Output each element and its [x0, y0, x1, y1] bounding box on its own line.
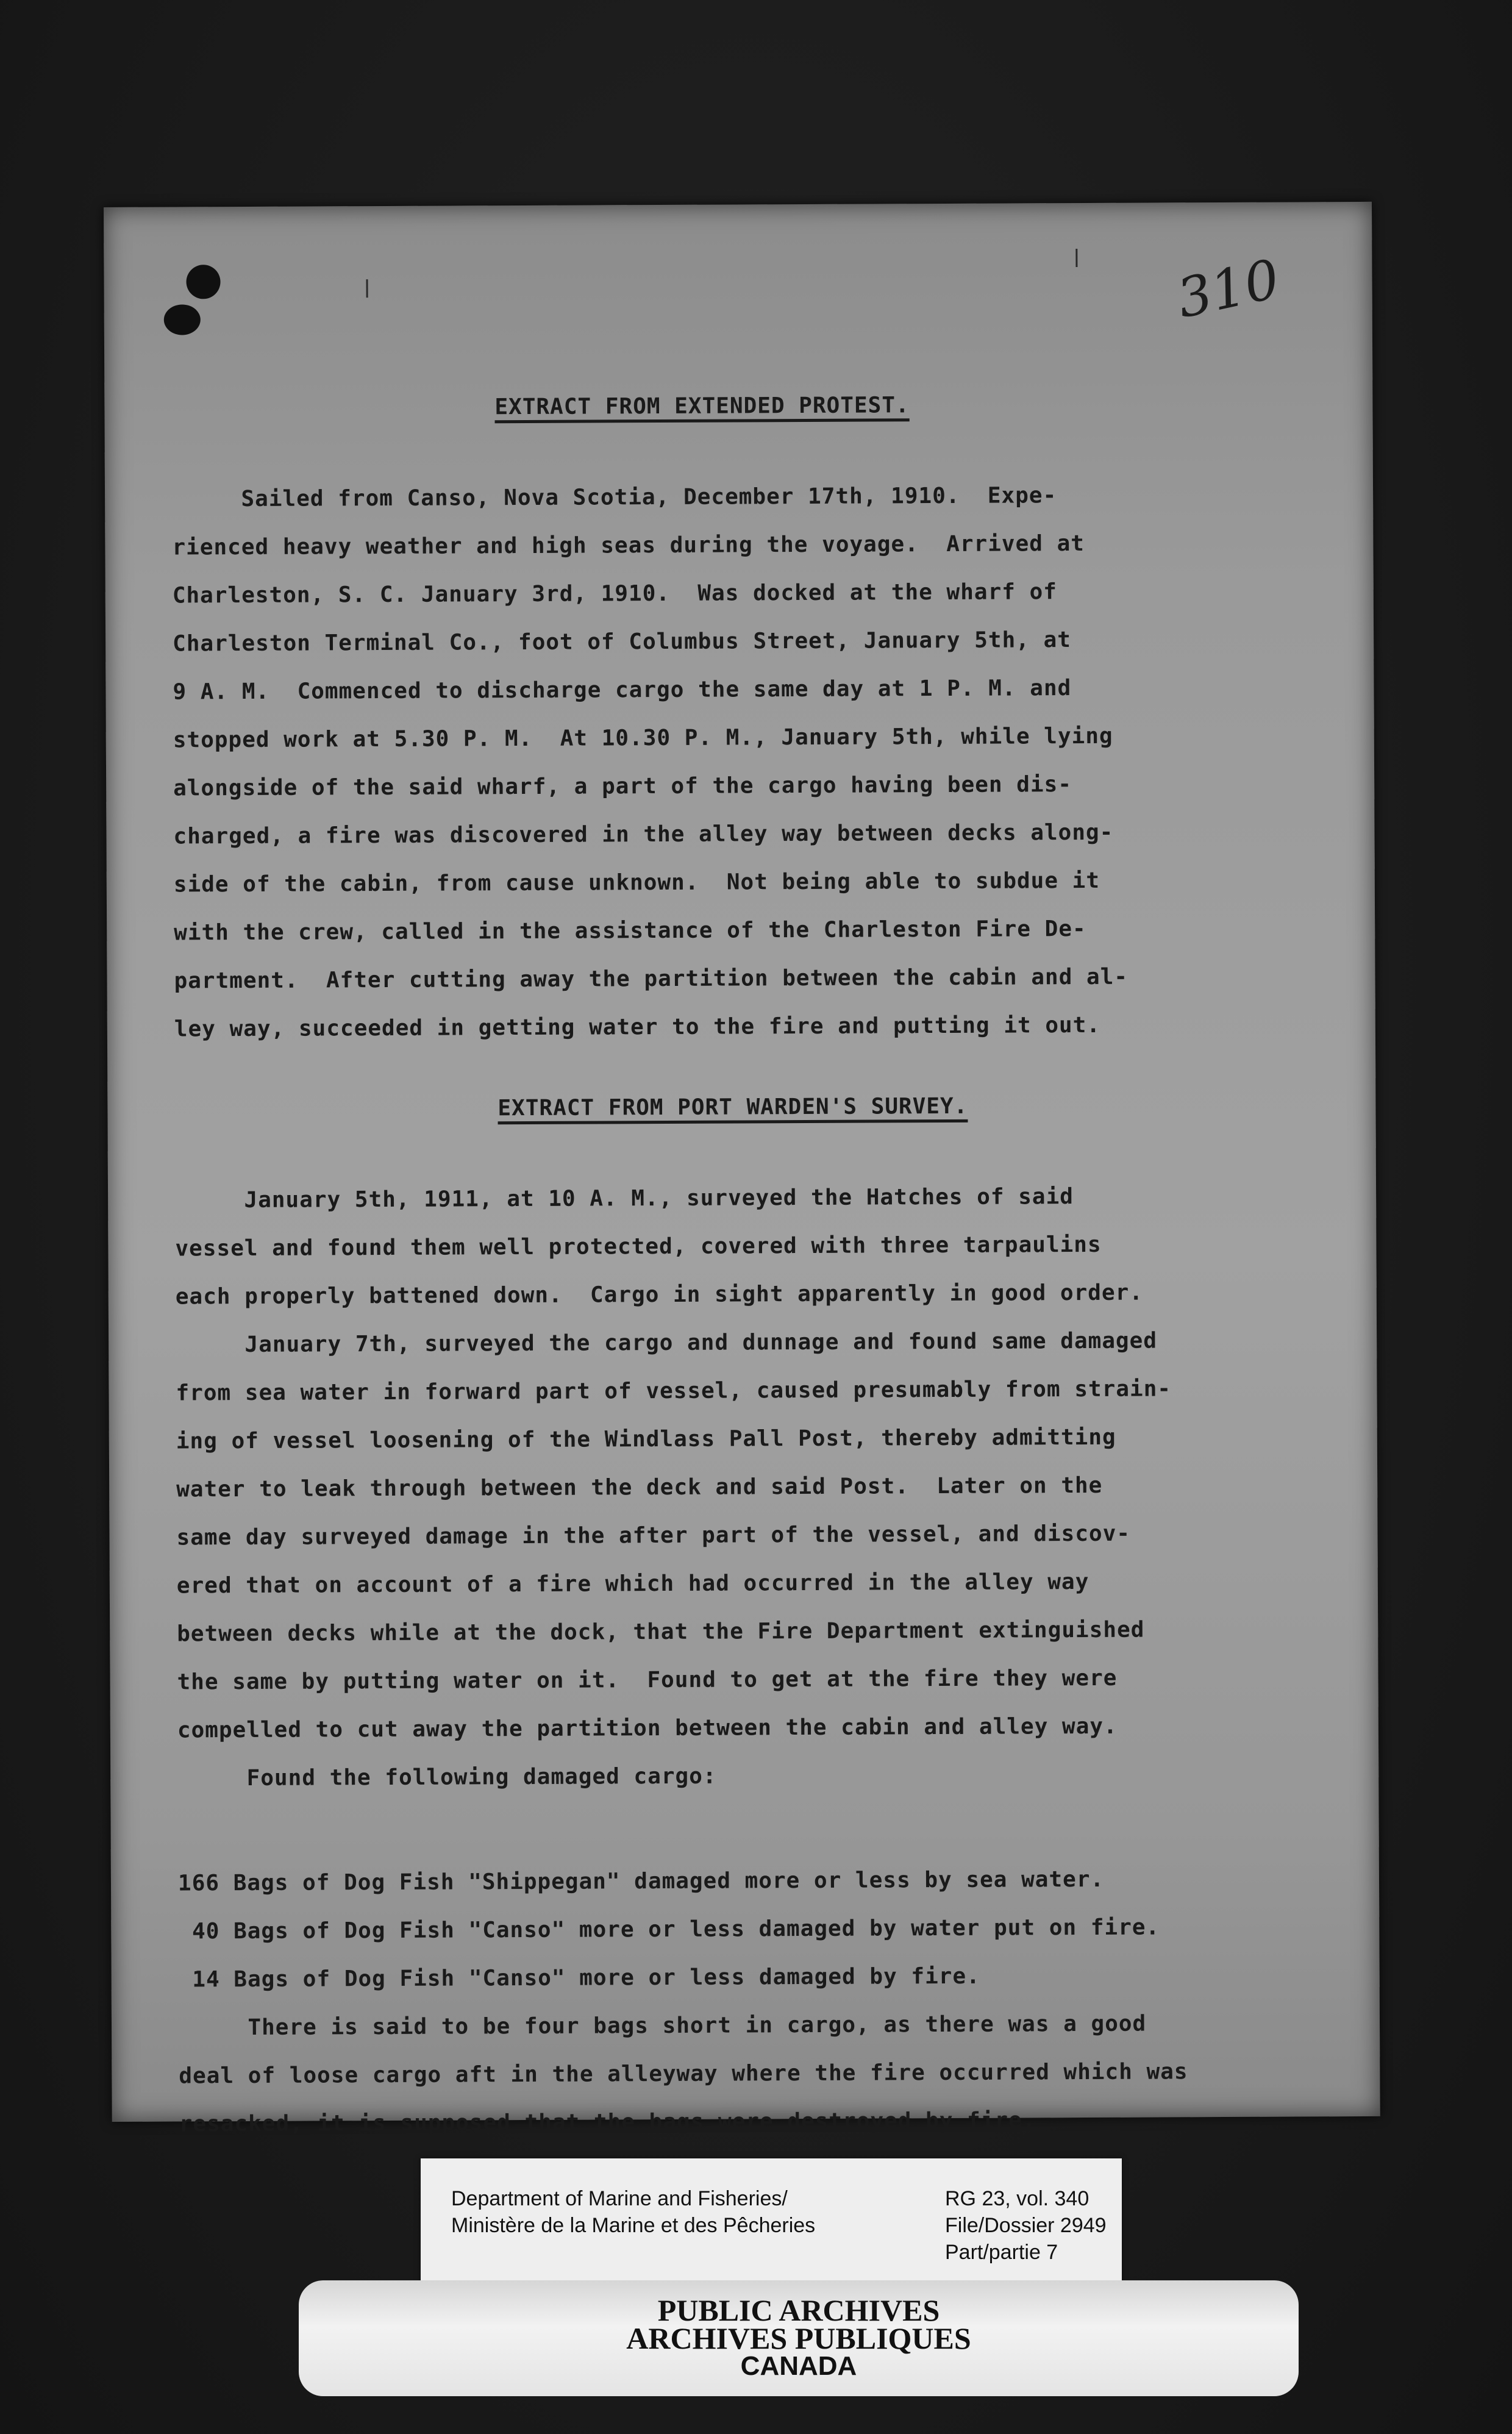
- archive-label: [421, 2158, 1122, 2286]
- survey-heading: EXTRACT FROM PORT WARDEN'S SURVEY.: [497, 1093, 968, 1121]
- archive-department: [451, 2185, 815, 2239]
- department-french: Ministère de la Marine et des Pêcheries: [451, 2214, 816, 2237]
- protest-heading: EXTRACT FROM EXTENDED PROTEST.: [494, 393, 910, 420]
- archive-reference: [945, 2185, 1107, 2266]
- survey-paragraph: [175, 1171, 1318, 1802]
- text-line: January 7th, surveyed the cargo and dunnage and found same damaged: [176, 1328, 1158, 1358]
- text-line: January 5th, 1911, at 10 A. M., surveyed the Hatches of said: [175, 1184, 1074, 1213]
- cargo-list: [178, 1854, 1319, 2148]
- text-line: partment. After cutting away the partition between the cabin and al-: [174, 964, 1129, 994]
- text-line: Sailed from Canso, Nova Scotia, December 17th, 1910. Expe-: [172, 483, 1057, 512]
- cargo-line: 166 Bags of Dog Fish "Shippegan" damaged more or less by sea water.: [177, 1866, 1105, 1896]
- text-line: stopped work at 5.30 P. M. At 10.30 P. M., January 5th, while lying: [173, 723, 1113, 753]
- text-line: Charleston, S. C. January 3rd, 1910. Was docked at the wharf of: [172, 579, 1057, 608]
- stamp-line-french: ARCHIVES PUBLIQUES: [626, 2321, 971, 2355]
- margin-mark: [366, 279, 368, 298]
- text-line: There is said to be four bags short in cargo, as there was a good: [178, 2011, 1147, 2041]
- text-line: with the crew, called in the assistance of the Charleston Fire De-: [174, 916, 1086, 946]
- part-number: Part/partie 7: [945, 2241, 1058, 2264]
- department-english: Department of Marine and Fisheries/: [451, 2187, 788, 2210]
- archive-stamp: [299, 2280, 1299, 2396]
- text-line: same day surveyed damage in the after part of the vessel, and discov-: [176, 1521, 1131, 1551]
- text-line: Charleston Terminal Co., foot of Columbus Street, January 5th, at: [173, 627, 1072, 657]
- margin-mark: [1075, 249, 1077, 267]
- punch-hole: [164, 304, 201, 335]
- text-line: each properly battened down. Cargo in sight apparently in good order.: [175, 1280, 1144, 1310]
- cargo-line: 14 Bags of Dog Fish "Canso" more or less damaged by fire.: [178, 1963, 980, 1993]
- text-line: side of the cabin, from cause unknown. Not being able to subdue it: [173, 868, 1100, 898]
- text-line: the same by putting water on it. Found to get at the fire they were: [177, 1665, 1118, 1695]
- record-group: RG 23, vol. 340: [945, 2187, 1089, 2210]
- punch-hole: [186, 265, 220, 299]
- text-line: vessel and found them well protected, covered with three tarpaulins: [175, 1232, 1102, 1262]
- text-line: ley way, succeeded in getting water to the fire and putting it out.: [174, 1012, 1101, 1042]
- text-line: Found the following damaged cargo:: [177, 1763, 717, 1791]
- text-line: 9 A. M. Commenced to discharge cargo the same day at 1 P. M. and: [173, 676, 1072, 705]
- protest-paragraph: [172, 470, 1314, 1053]
- text-line: charged, a fire was discovered in the alley way between decks along-: [173, 819, 1114, 849]
- text-line: resacked, it is supposed that the bags were destroyed by fire.: [179, 2108, 1036, 2137]
- text-line: ered that on account of a fire which had occurred in the alley way: [176, 1569, 1089, 1599]
- text-line: from sea water in forward part of vessel, caused presumably from strain-: [176, 1376, 1172, 1406]
- cargo-line: 40 Bags of Dog Fish "Canso" more or less damaged by water put on fire.: [178, 1915, 1160, 1944]
- stamp-line-english: PUBLIC ARCHIVES: [657, 2293, 940, 2327]
- text-line: water to leak through between the deck and said Post. Later on the: [176, 1472, 1103, 1502]
- text-line: between decks while at the dock, that the Fire Department extinguished: [177, 1617, 1145, 1647]
- text-line: rienced heavy weather and high seas during the voyage. Arrived at: [172, 530, 1085, 560]
- text-line: ing of vessel loosening of the Windlass Pall Post, thereby admitting: [176, 1424, 1116, 1454]
- text-line: deal of loose cargo aft in the alleyway where the fire occurred which was: [179, 2059, 1188, 2089]
- file-number: File/Dossier 2949: [945, 2214, 1107, 2237]
- folio-number: 310: [1171, 247, 1285, 330]
- text-line: compelled to cut away the partition between the cabin and alley way.: [177, 1713, 1118, 1743]
- document-page: [104, 202, 1380, 2137]
- stamp-line-country: CANADA: [740, 2351, 857, 2381]
- text-line: alongside of the said wharf, a part of the cargo having been dis-: [173, 772, 1072, 801]
